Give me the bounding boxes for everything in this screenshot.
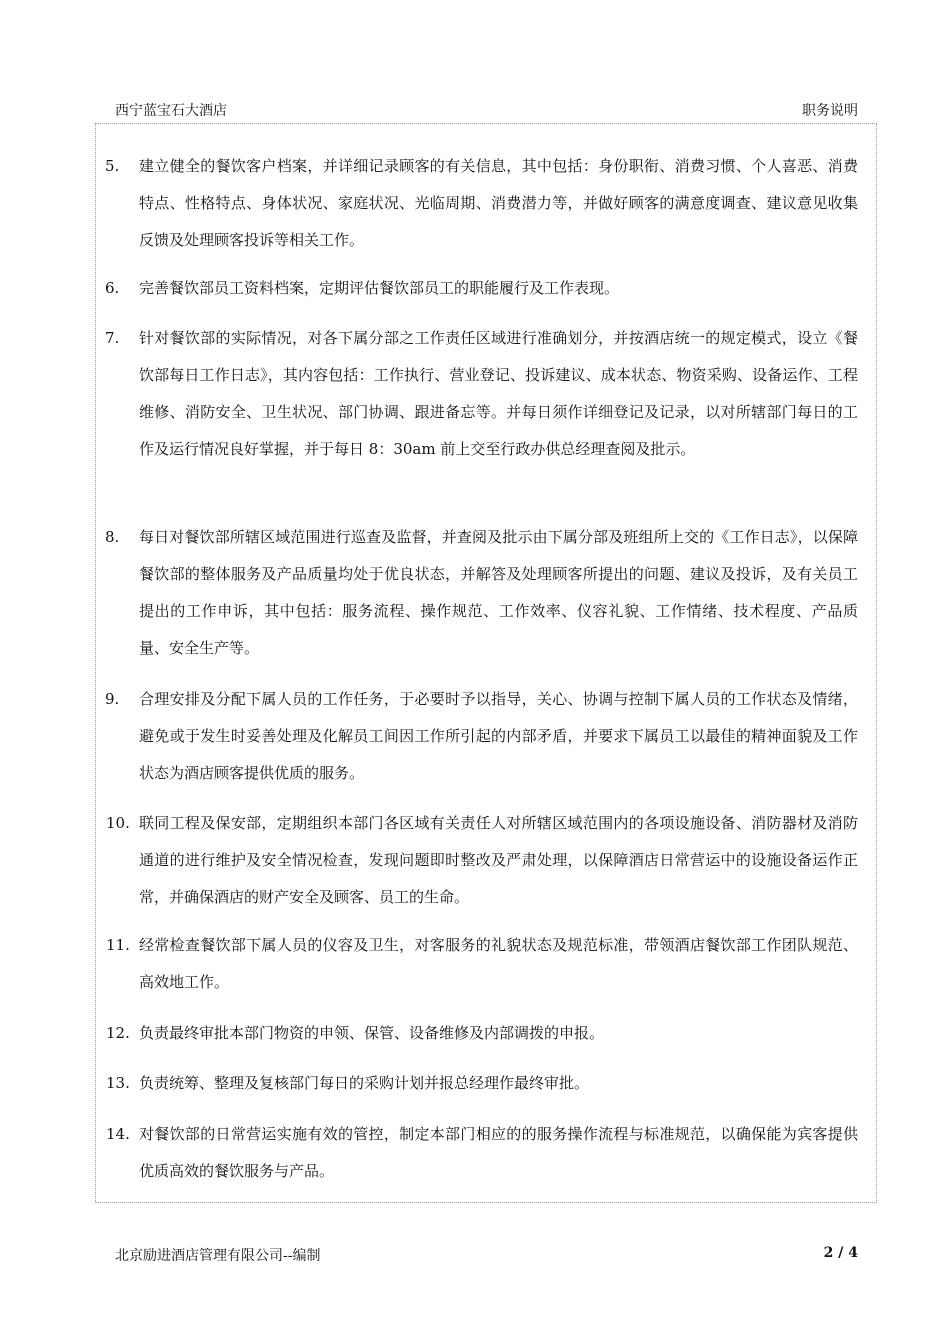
content-frame xyxy=(95,123,877,1203)
item-number: 13. xyxy=(106,1074,130,1092)
item-number: 14. xyxy=(106,1125,130,1143)
item-text: 经常检查餐饮部下属人员的仪容及卫生，对客服务的礼貌状态及规范标准，带领酒店餐饮部工作团队规范、高效地工作。 xyxy=(139,936,858,991)
item-number: 8. xyxy=(105,528,120,546)
item-text: 每日对餐饮部所辖区域范围进行巡查及监督，并查阅及批示由下属分部及班组所上交的《工作日志》，以保障餐饮部的整体服务及产品质量均处于优良状态，并解答及处理顾客所提出的问题、建议及投诉，及有关员工提出的工作申诉，其中包括：服务流程、操作规范、工作效率、仪容礼貌、工作情绪、技术程度、产品质量、安全生产等。 xyxy=(139,528,858,657)
header-hotel-name: 西宁蓝宝石大酒店 xyxy=(115,103,227,119)
item-number: 12. xyxy=(106,1024,130,1042)
header-doc-title: 职务说明 xyxy=(802,103,858,119)
item-text: 建立健全的餐饮客户档案，并详细记录顾客的有关信息，其中包括：身份职衔、消费习惯、个人喜恶、消费特点、性格特点、身体状况、家庭状况、光临周期、消费潜力等，并做好顾客的满意度调查、建议意见收集反馈及处理顾客投诉等相关工作。 xyxy=(139,157,858,249)
item-text: 对餐饮部的日常营运实施有效的管控，制定本部门相应的的服务操作流程与标准规范，以确保能为宾客提供优质高效的餐饮服务与产品。 xyxy=(139,1125,858,1180)
item-number: 5. xyxy=(105,157,120,175)
item-text: 完善餐饮部员工资料档案，定期评估餐饮部员工的职能履行及工作表现。 xyxy=(139,279,620,297)
item-number: 9. xyxy=(105,690,120,708)
item-text: 针对餐饮部的实际情况，对各下属分部之工作责任区域进行准确划分，并按酒店统一的规定模式，设立《餐饮部每日工作日志》，其内容包括：工作执行、营业登记、投诉建议、成本状态、物资采购、设备运作、工程维修、消防安全、卫生状况、部门协调、跟进备忘等。并每日须作详细登记及记录，以对所辖部门每日的工作及运行情况良好掌握，并于每日 8：30am 前上交至行政办供总经理查阅及批示。 xyxy=(139,329,858,458)
footer-company: 北京励进酒店管理有限公司--编制 xyxy=(115,1248,321,1264)
item-text: 负责最终审批本部门物资的申领、保管、设备维修及内部调拨的申报。 xyxy=(139,1024,605,1042)
item-text: 合理安排及分配下属人员的工作任务，于必要时予以指导，关心、协调与控制下属人员的工作状态及情绪，避免或于发生时妥善处理及化解员工间因工作所引起的内部矛盾，并要求下属员工以最佳的精神面貌及工作状态为酒店顾客提供优质的服务。 xyxy=(139,690,858,782)
item-number: 10. xyxy=(106,814,130,832)
item-number: 7. xyxy=(105,329,120,347)
item-number: 6. xyxy=(105,279,120,297)
page-number: 2 / 4 xyxy=(823,1245,858,1261)
item-text: 负责统筹、整理及复核部门每日的采购计划并报总经理作最终审批。 xyxy=(139,1074,590,1092)
item-number: 11. xyxy=(106,936,130,954)
item-text: 联同工程及保安部，定期组织本部门各区域有关责任人对所辖区域范围内的各项设施设备、消防器材及消防通道的进行维护及安全情况检查，发现问题即时整改及严肃处理，以保障酒店日常营运中的设施设备运作正常，并确保酒店的财产安全及顾客、员工的生命。 xyxy=(139,814,858,906)
